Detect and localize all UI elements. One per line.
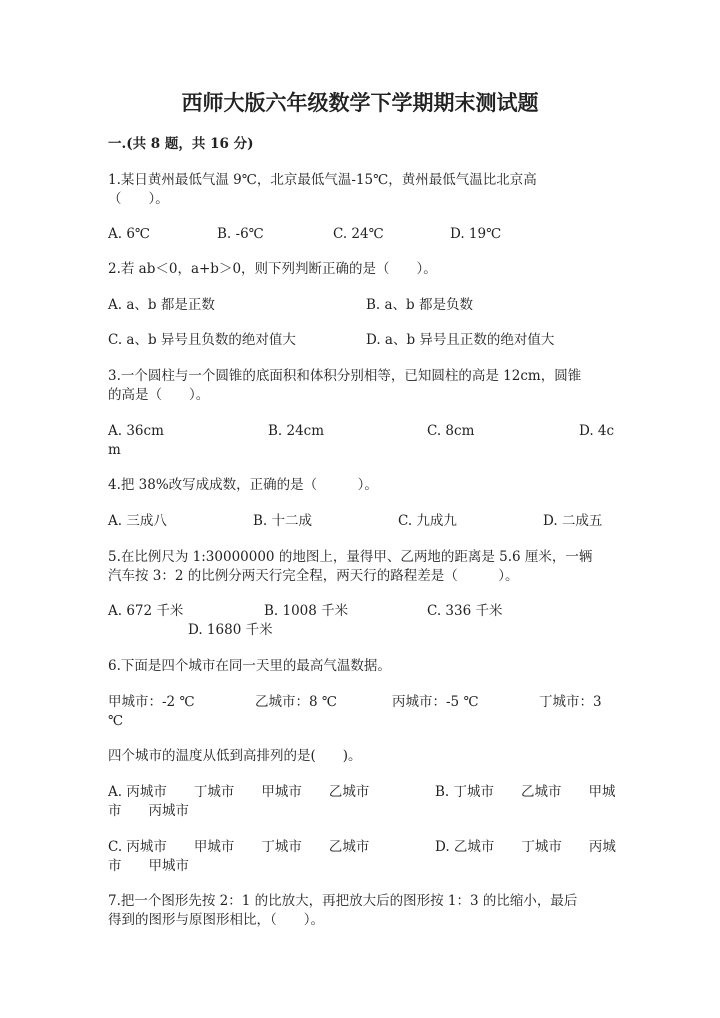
question-2-option-b: B. a、b 都是负数: [366, 297, 473, 313]
question-6-stem: 6.下面是四个城市在同一天里的最高气温数据。: [108, 658, 391, 674]
question-6-city-ding-cont: ℃: [108, 713, 124, 729]
question-5-option-d: D. 1680 千米: [188, 622, 273, 638]
question-6-option-b-cont: 市 丙城市: [108, 803, 189, 819]
question-2-option-d: D. a、b 异号且正数的绝对值大: [366, 332, 555, 348]
question-6-option-c: C. 丙城市 甲城市 丁城市 乙城市: [108, 839, 370, 855]
question-6-city-bing: 丙城市：-5 ℃: [392, 694, 479, 710]
question-3-stem: 3.一个圆柱与一个圆锥的底面积和体积分别相等，已知圆柱的高是 12cm，圆锥: [108, 368, 582, 384]
question-3-option-a: A. 36cm: [108, 423, 164, 439]
question-4-option-b: B. 十二成: [253, 513, 313, 529]
question-6-option-d-cont: 市 甲城市: [108, 858, 189, 874]
question-5-stem-cont: 汽车按 3：2 的比例分两天行完全程，两天行的路程差是（ ）。: [108, 568, 519, 584]
question-1-stem: 1.某日黄州最低气温 9℃，北京最低气温-15℃，黄州最低气温比北京高: [108, 172, 537, 188]
question-4-option-d: D. 二成五: [543, 513, 603, 529]
question-2-option-c: C. a、b 异号且负数的绝对值大: [108, 332, 296, 348]
question-1-option-b: B. -6℃: [217, 226, 264, 242]
question-3-option-d-cont: m: [108, 442, 121, 458]
question-3-option-b: B. 24cm: [268, 423, 325, 439]
question-3-stem-cont: 的高是（ ）。: [108, 387, 210, 403]
question-7-stem: 7.把一个图形先按 2：1 的比放大，再把放大后的图形按 1：3 的比缩小，最后: [108, 893, 578, 909]
question-3-option-c: C. 8cm: [427, 423, 475, 439]
question-6-option-a: A. 丙城市 丁城市 甲城市 乙城市: [108, 784, 370, 800]
question-4-option-a: A. 三成八: [108, 513, 167, 529]
question-6-city-ding: 丁城市：3: [539, 694, 602, 710]
question-4-stem: 4.把 38%改写成成数，正确的是（ ）。: [108, 477, 378, 493]
question-3-option-d: D. 4c: [579, 423, 615, 439]
question-1-option-d: D. 19℃: [450, 226, 502, 242]
question-5-option-b: B. 1008 千米: [264, 603, 349, 619]
question-6-option-d: D. 乙城市 丁城市 丙城: [435, 839, 616, 855]
question-5-option-c: C. 336 千米: [427, 603, 503, 619]
question-6-ask: 四个城市的温度从低到高排列的是( )。: [108, 748, 362, 764]
question-6-city-jia: 甲城市：-2 ℃: [108, 694, 195, 710]
question-2-stem: 2.若 ab＜0，a+b＞0，则下列判断正确的是（ ）。: [108, 261, 437, 277]
section-heading: 一.(共 8 题，共 16 分): [108, 136, 254, 152]
question-1-stem-cont: （ ）。: [108, 191, 169, 207]
question-1-option-a: A. 6℃: [108, 226, 151, 242]
page-title: 西师大版六年级数学下学期期末测试题: [181, 90, 539, 115]
question-6-option-b: B. 丁城市 乙城市 甲城: [435, 784, 616, 800]
question-2-option-a: A. a、b 都是正数: [108, 297, 215, 313]
question-6-city-yi: 乙城市：8 ℃: [255, 694, 337, 710]
question-7-stem-cont: 得到的图形与原图形相比，（ ）。: [108, 912, 324, 928]
question-5-stem: 5.在比例尺为 1:30000000 的地图上，量得甲、乙两地的距离是 5.6 厘米，一辆: [108, 549, 593, 565]
question-1-option-c: C. 24℃: [333, 226, 384, 242]
question-4-option-c: C. 九成九: [398, 513, 457, 529]
question-5-option-a: A. 672 千米: [108, 603, 184, 619]
